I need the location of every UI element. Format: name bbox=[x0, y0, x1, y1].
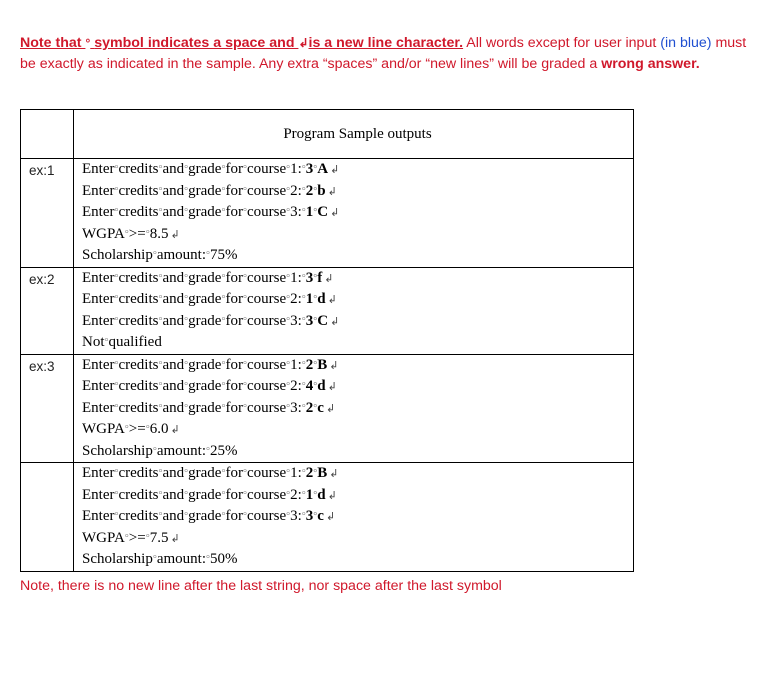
space-symbol-icon: ° bbox=[114, 185, 119, 197]
space-symbol-icon: ° bbox=[158, 294, 163, 305]
table-row bbox=[21, 159, 634, 268]
newline-symbol-icon: ↲ bbox=[329, 468, 339, 480]
space-symbol-icon: ° bbox=[286, 402, 291, 414]
space-symbol-icon: ° bbox=[114, 294, 119, 305]
space-symbol-icon: ° bbox=[124, 532, 129, 544]
space-symbol-icon: ° bbox=[184, 359, 189, 371]
output-text: Enter°credits°and°grade°for°course°2:° bbox=[82, 486, 306, 503]
space-symbol-icon: ° bbox=[301, 489, 306, 501]
space-symbol-icon: ° bbox=[301, 511, 306, 522]
output-line bbox=[82, 355, 633, 377]
space-symbol-icon: ° bbox=[145, 228, 150, 240]
note-text-2: must be exactly as indicated in the sample. Any extra “spaces” and/or “new lines” will be graded a bbox=[20, 35, 747, 72]
space-symbol-icon: ° bbox=[221, 402, 226, 414]
space-symbol-icon: ° bbox=[286, 185, 291, 197]
newline-symbol-icon: ↲ bbox=[170, 228, 180, 241]
output-text: Enter°credits°and°grade°for°course°3:° bbox=[82, 204, 306, 220]
user-input: 2°B bbox=[305, 465, 328, 481]
output-line bbox=[82, 376, 633, 398]
space-symbol-icon: ° bbox=[145, 532, 150, 544]
output-text: Scholarship°amount:°25% bbox=[82, 442, 238, 459]
space-symbol-icon: ° bbox=[206, 554, 210, 565]
space-symbol-icon: ° bbox=[286, 489, 291, 501]
table-row bbox=[21, 354, 634, 463]
space-symbol-icon: ° bbox=[114, 511, 119, 522]
space-symbol-icon: ° bbox=[221, 272, 226, 284]
example-label: ex:2 bbox=[21, 267, 74, 354]
space-symbol-icon: ° bbox=[158, 207, 163, 218]
output-text: Enter°credits°and°grade°for°course°1:° bbox=[82, 161, 306, 177]
space-symbol-icon: ° bbox=[242, 468, 247, 479]
output-text: Enter°credits°and°grade°for°course°1:° bbox=[82, 269, 306, 286]
output-text: Enter°credits°and°grade°for°course°3:° bbox=[82, 508, 306, 524]
sample-output-table bbox=[20, 109, 634, 572]
example-output bbox=[74, 159, 634, 268]
space-symbol-icon: ° bbox=[114, 207, 119, 218]
header-label-cell bbox=[21, 110, 74, 159]
space-symbol-icon: ° bbox=[221, 185, 226, 197]
space-symbol-icon: ° bbox=[313, 359, 318, 371]
note-lead: Note that ° symbol indicates a space and ↲is a new line character. bbox=[20, 35, 463, 51]
space-symbol-icon: ° bbox=[124, 424, 129, 435]
space-symbol-icon: ° bbox=[313, 164, 318, 175]
newline-symbol-icon: ↲ bbox=[298, 36, 309, 50]
newline-symbol-icon: ↲ bbox=[325, 511, 336, 523]
newline-symbol-icon: ↲ bbox=[330, 315, 340, 328]
output-line bbox=[82, 181, 633, 203]
space-symbol-icon: ° bbox=[184, 315, 189, 327]
space-symbol-icon: ° bbox=[313, 489, 318, 501]
note-text: All words except for user input bbox=[463, 35, 661, 51]
space-symbol-icon: ° bbox=[221, 468, 226, 479]
table-header-row bbox=[21, 110, 634, 159]
output-line bbox=[82, 159, 633, 181]
space-symbol-icon: ° bbox=[242, 207, 247, 218]
space-symbol-icon: ° bbox=[313, 381, 318, 392]
example-output bbox=[74, 463, 634, 572]
output-text: Enter°credits°and°grade°for°course°3:° bbox=[82, 399, 306, 416]
space-symbol-icon: ° bbox=[286, 294, 291, 305]
space-symbol-icon: ° bbox=[184, 207, 189, 218]
newline-symbol-icon: ↲ bbox=[327, 489, 337, 502]
space-symbol-icon: ° bbox=[184, 272, 189, 284]
output-line bbox=[82, 485, 633, 507]
output-line bbox=[82, 268, 633, 290]
user-input: 2°b bbox=[305, 182, 326, 199]
space-symbol-icon: ° bbox=[286, 164, 291, 175]
table-header: Program Sample outputs bbox=[74, 110, 634, 159]
user-input: 3°c bbox=[305, 508, 324, 524]
space-symbol-icon: ° bbox=[313, 402, 318, 414]
space-symbol-icon: ° bbox=[313, 185, 318, 197]
space-symbol-icon: ° bbox=[114, 489, 119, 501]
output-line bbox=[82, 419, 633, 441]
newline-symbol-icon: ↲ bbox=[329, 359, 339, 372]
space-symbol-icon: ° bbox=[184, 294, 189, 305]
space-symbol-icon: ° bbox=[158, 185, 163, 197]
space-symbol-icon: ° bbox=[184, 164, 189, 175]
space-symbol-icon: ° bbox=[152, 554, 157, 565]
space-symbol-icon: ° bbox=[242, 164, 247, 175]
instructions-note bbox=[20, 33, 760, 75]
space-symbol-icon: ° bbox=[206, 445, 210, 457]
table-row bbox=[21, 463, 634, 572]
newline-symbol-icon: ↲ bbox=[324, 272, 334, 285]
space-symbol-icon: ° bbox=[242, 381, 247, 392]
space-symbol-icon: ° bbox=[286, 315, 291, 327]
user-input: 2°c bbox=[305, 399, 324, 416]
space-symbol-icon: ° bbox=[313, 272, 318, 284]
space-symbol-icon: ° bbox=[242, 272, 247, 284]
output-line bbox=[82, 463, 633, 485]
space-symbol-icon: ° bbox=[313, 468, 318, 479]
output-text: Scholarship°amount:°50% bbox=[82, 551, 238, 567]
space-symbol-icon: ° bbox=[114, 468, 119, 479]
space-symbol-icon: ° bbox=[301, 381, 306, 392]
space-symbol-icon: ° bbox=[145, 424, 150, 435]
output-line bbox=[82, 549, 633, 571]
space-symbol-icon: ° bbox=[221, 489, 226, 501]
user-input: 1°C bbox=[305, 204, 329, 220]
example-output bbox=[74, 354, 634, 463]
space-symbol-icon: ° bbox=[301, 185, 306, 197]
output-text: WGPA°>=°7.5 bbox=[82, 529, 169, 546]
footer-note: Note, there is no new line after the last string, nor space after the last symbol bbox=[20, 578, 502, 594]
space-symbol-icon: ° bbox=[242, 294, 247, 305]
newline-symbol-icon: ↲ bbox=[327, 294, 337, 306]
output-line bbox=[82, 528, 633, 550]
user-input: 1°d bbox=[305, 291, 326, 307]
space-symbol-icon: ° bbox=[184, 381, 189, 392]
space-symbol-icon: ° bbox=[152, 445, 157, 457]
output-line bbox=[82, 202, 633, 224]
space-symbol-icon: ° bbox=[114, 272, 119, 284]
space-symbol-icon: ° bbox=[313, 207, 318, 218]
space-symbol-icon: ° bbox=[158, 468, 163, 479]
space-symbol-icon: ° bbox=[184, 511, 189, 522]
space-symbol-icon: ° bbox=[158, 402, 163, 414]
space-symbol-icon: ° bbox=[158, 381, 163, 392]
output-line bbox=[82, 441, 633, 463]
output-text: Enter°credits°and°grade°for°course°1:° bbox=[82, 465, 306, 481]
space-symbol-icon: ° bbox=[286, 359, 291, 371]
user-input: 3°f bbox=[305, 269, 323, 286]
space-symbol-icon: ° bbox=[242, 185, 247, 197]
space-symbol-icon: ° bbox=[184, 185, 189, 197]
space-symbol-icon: ° bbox=[124, 228, 129, 240]
user-input: 3°C bbox=[305, 312, 329, 329]
output-line bbox=[82, 245, 633, 267]
space-symbol-icon: ° bbox=[301, 315, 306, 327]
newline-symbol-icon: ↲ bbox=[170, 532, 180, 545]
space-symbol-icon: ° bbox=[184, 489, 189, 501]
space-symbol-icon: ° bbox=[114, 381, 119, 392]
user-input: 1°d bbox=[305, 486, 326, 503]
space-symbol-icon: ° bbox=[242, 511, 247, 522]
space-symbol-icon: ° bbox=[221, 359, 226, 371]
space-symbol-icon: ° bbox=[158, 272, 163, 284]
space-symbol-icon: ° bbox=[242, 359, 247, 371]
space-symbol-icon: ° bbox=[158, 315, 163, 327]
space-symbol-icon: ° bbox=[104, 337, 109, 348]
space-symbol-icon: ° bbox=[114, 402, 119, 414]
space-symbol-icon: ° bbox=[301, 294, 306, 305]
example-label: ex:3 bbox=[21, 354, 74, 463]
newline-symbol-icon: ↲ bbox=[170, 424, 180, 436]
output-line bbox=[82, 224, 633, 246]
space-symbol-icon: ° bbox=[286, 511, 291, 522]
note-wrong-answer: wrong answer. bbox=[601, 56, 700, 72]
space-symbol-icon: ° bbox=[206, 250, 210, 261]
output-text: Scholarship°amount:°75% bbox=[82, 247, 238, 263]
example-label: ex:1 bbox=[21, 159, 74, 268]
space-symbol-icon: ° bbox=[114, 359, 119, 371]
space-symbol-icon: ° bbox=[221, 207, 226, 218]
output-text: Enter°credits°and°grade°for°course°2:° bbox=[82, 291, 306, 307]
user-input: 3°A bbox=[305, 161, 329, 177]
space-symbol-icon: ° bbox=[301, 359, 306, 371]
space-symbol-icon: ° bbox=[158, 359, 163, 371]
space-symbol-icon: ° bbox=[158, 164, 163, 175]
space-symbol-icon: ° bbox=[286, 381, 291, 392]
output-line bbox=[82, 289, 633, 311]
space-symbol-icon: ° bbox=[286, 207, 291, 218]
space-symbol-icon: ° bbox=[221, 315, 226, 327]
output-text: WGPA°>=°6.0 bbox=[82, 421, 169, 437]
space-symbol-icon: ° bbox=[221, 381, 226, 392]
space-symbol-icon: ° bbox=[301, 402, 306, 414]
space-symbol-icon: ° bbox=[85, 36, 91, 50]
space-symbol-icon: ° bbox=[221, 294, 226, 305]
space-symbol-icon: ° bbox=[301, 272, 306, 284]
space-symbol-icon: ° bbox=[313, 315, 318, 327]
space-symbol-icon: ° bbox=[313, 511, 318, 522]
space-symbol-icon: ° bbox=[242, 489, 247, 501]
example-label bbox=[21, 463, 74, 572]
space-symbol-icon: ° bbox=[242, 315, 247, 327]
space-symbol-icon: ° bbox=[184, 468, 189, 479]
newline-symbol-icon: ↲ bbox=[325, 402, 336, 415]
space-symbol-icon: ° bbox=[301, 164, 306, 175]
space-symbol-icon: ° bbox=[313, 294, 318, 305]
newline-symbol-icon: ↲ bbox=[330, 207, 340, 219]
output-text: Enter°credits°and°grade°for°course°3:° bbox=[82, 312, 306, 329]
space-symbol-icon: ° bbox=[158, 511, 163, 522]
output-line bbox=[82, 506, 633, 528]
space-symbol-icon: ° bbox=[286, 468, 291, 479]
space-symbol-icon: ° bbox=[158, 489, 163, 501]
output-text: Enter°credits°and°grade°for°course°1:° bbox=[82, 356, 306, 373]
example-output bbox=[74, 267, 634, 354]
newline-symbol-icon: ↲ bbox=[327, 185, 337, 198]
output-text: Enter°credits°and°grade°for°course°2:° bbox=[82, 182, 306, 199]
space-symbol-icon: ° bbox=[301, 468, 306, 479]
output-line bbox=[82, 398, 633, 420]
newline-symbol-icon: ↲ bbox=[327, 381, 337, 393]
output-text: WGPA°>=°8.5 bbox=[82, 225, 169, 242]
output-line bbox=[82, 311, 633, 333]
table-row bbox=[21, 267, 634, 354]
space-symbol-icon: ° bbox=[114, 315, 119, 327]
output-text: Not°qualified bbox=[82, 334, 162, 350]
space-symbol-icon: ° bbox=[114, 164, 119, 175]
space-symbol-icon: ° bbox=[286, 272, 291, 284]
space-symbol-icon: ° bbox=[152, 250, 157, 261]
note-blue-text: (in blue) bbox=[660, 35, 712, 51]
output-text: Enter°credits°and°grade°for°course°2:° bbox=[82, 378, 306, 394]
space-symbol-icon: ° bbox=[184, 402, 189, 414]
newline-symbol-icon: ↲ bbox=[330, 164, 340, 176]
user-input: 4°d bbox=[305, 378, 326, 394]
user-input: 2°B bbox=[305, 356, 328, 373]
space-symbol-icon: ° bbox=[221, 511, 226, 522]
space-symbol-icon: ° bbox=[301, 207, 306, 218]
space-symbol-icon: ° bbox=[221, 164, 226, 175]
space-symbol-icon: ° bbox=[242, 402, 247, 414]
output-line bbox=[82, 332, 633, 354]
